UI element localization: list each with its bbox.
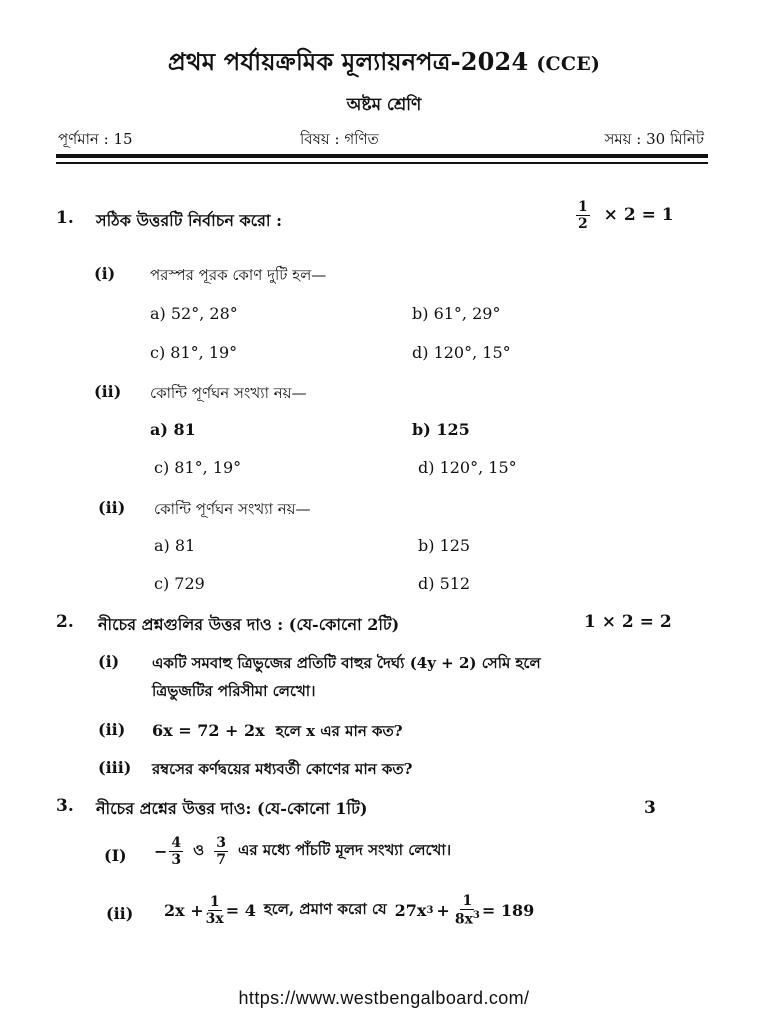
q1-i-option-b: b) 61°, 29°: [412, 304, 501, 323]
q1-ii-option-b: b) 125: [412, 420, 470, 439]
q3-ii-rhs-exp: 3: [426, 904, 434, 916]
q1-ii-label: (ii): [94, 382, 122, 401]
q3-ii-rhs-post: = 189: [481, 900, 535, 920]
q2-ii-equation: 6x = 72 + 2x: [152, 721, 265, 740]
q1-ii-text: কোন্টি পূর্ণঘন সংখ্যা নয়—: [150, 384, 307, 402]
q3-ii-rhs-frac-den-wrap: [455, 910, 480, 927]
q3-i-frac1-num: 4: [171, 835, 182, 851]
q3-ii-rhs-fraction: [455, 894, 480, 927]
header-rule-thick: [56, 154, 708, 158]
q1-iii-option-d: d) 512: [418, 574, 471, 593]
q1-iii-option-c: c) 729: [154, 574, 205, 593]
q3-ii-rhs-frac-den: 8x: [454, 911, 473, 928]
paper-title: [0, 44, 768, 84]
header-rule-thin: [56, 162, 708, 164]
q3-ii-lhs-frac-num: 1: [209, 893, 220, 910]
q3-ii-lhs-frac-den: 3x: [205, 910, 224, 927]
q2-iii-label: (iii): [98, 758, 132, 777]
q3-i-question: [154, 836, 451, 867]
q1-iii-option-a: a) 81: [154, 536, 196, 555]
q3-marks: 3: [644, 798, 656, 818]
q3-i-frac2-num: 3: [216, 835, 226, 851]
q3-i-text: এর মধ্যে পাঁচটি মূলদ সংখ্যা লেখো।: [237, 841, 452, 859]
q1-i-text: পরস্পর পূরক কোণ দুটি হল—: [150, 266, 327, 284]
q1-i-option-c: c) 81°, 19°: [150, 343, 238, 362]
q1-ii-option-d: d) 120°, 15°: [418, 458, 517, 477]
time: সময় : 30 মিনিট: [604, 130, 704, 148]
q1-marks-fraction: [576, 200, 590, 231]
subject: বিষয় : গণিত: [300, 130, 379, 148]
q1-marks-frac-num: 1: [578, 199, 588, 215]
full-marks: পূর্ণমান : 15: [58, 130, 133, 148]
q3-i-label: (I): [104, 846, 127, 865]
q3-ii-rhs-pre: 27x: [394, 900, 427, 920]
q1-marks-frac-den: 2: [578, 216, 588, 232]
title-suffix: (CCE): [536, 53, 601, 75]
q2-i-line1: একটি সমবাহু ত্রিভুজের প্রতিটি বাহুর দৈর্ঘ্য (4y + 2) সেমি হলে: [152, 654, 541, 672]
q1-marks: [574, 200, 674, 231]
q1-ii-option-c: c) 81°, 19°: [154, 458, 242, 477]
q1-i-option-a: a) 52°, 28°: [150, 304, 238, 323]
q1-iii-label: (ii): [98, 498, 126, 517]
q3-i-sign: −: [154, 842, 168, 861]
q1-iii-text: কোন্টি পূর্ণঘন সংখ্যা নয়—: [154, 500, 311, 518]
q3-ii-rhs-frac-num: 1: [462, 893, 473, 909]
q2-ii-label: (ii): [98, 720, 126, 739]
q2-heading: নীচের প্রশ্নগুলির উত্তর দাও : (যে-কোনো 2টি): [98, 615, 400, 634]
q3-number: 3.: [56, 796, 74, 816]
q2-number: 2.: [56, 612, 74, 632]
q3-ii-label: (ii): [106, 904, 134, 923]
q3-ii-lhs-post: = 4: [225, 900, 256, 920]
q2-ii-question: [152, 720, 403, 745]
q3-ii-lhs-pre: 2x +: [164, 900, 204, 920]
q3-i-frac2-den: 7: [216, 852, 226, 868]
q3-ii-rhs-frac-exp: 3: [472, 910, 480, 921]
q3-i-frac1-den: 3: [171, 852, 182, 868]
q2-ii-text: হলে x এর মান কত?: [275, 722, 403, 740]
q1-i-option-d: d) 120°, 15°: [412, 343, 511, 362]
q3-i-fraction2: [214, 836, 228, 867]
q2-iii-text: রম্বসের কর্ণদ্বয়ের মধ্যবর্তী কোণের মান কত?: [152, 760, 413, 778]
q2-i-label: (i): [98, 652, 120, 671]
q3-ii-rhs-plus: +: [436, 900, 450, 920]
title-text: প্রথম পর্যায়ক্রমিক মূল্যায়নপত্র-2024: [167, 47, 529, 76]
q1-i-label: (i): [94, 264, 116, 283]
q3-i-fraction1: [169, 836, 183, 867]
q1-marks-rest: × 2 = 1: [603, 205, 674, 225]
q3-ii-middle: হলে, প্রমাণ করো যে: [263, 899, 387, 918]
q2-i-line2: ত্রিভুজটির পরিসীমা লেখো।: [152, 682, 316, 700]
q1-ii-option-a: a) 81: [150, 420, 196, 439]
q3-heading: নীচের প্রশ্নের উত্তর দাও: (যে-কোনো 1টি): [96, 799, 368, 818]
q3-i-conj: ও: [193, 841, 205, 859]
class-label: অষ্টম শ্রেণি: [346, 95, 422, 115]
q1-number: 1.: [56, 208, 74, 228]
q2-marks: 1 × 2 = 2: [584, 612, 672, 632]
q3-ii-lhs-fraction: [206, 895, 224, 926]
footer-url: https://www.westbengalboard.com/: [238, 988, 530, 1008]
q1-heading: সঠিক উত্তরটি নির্বাচন করো :: [96, 211, 283, 230]
q3-ii-question: [164, 894, 534, 927]
q1-iii-option-b: b) 125: [418, 536, 471, 555]
